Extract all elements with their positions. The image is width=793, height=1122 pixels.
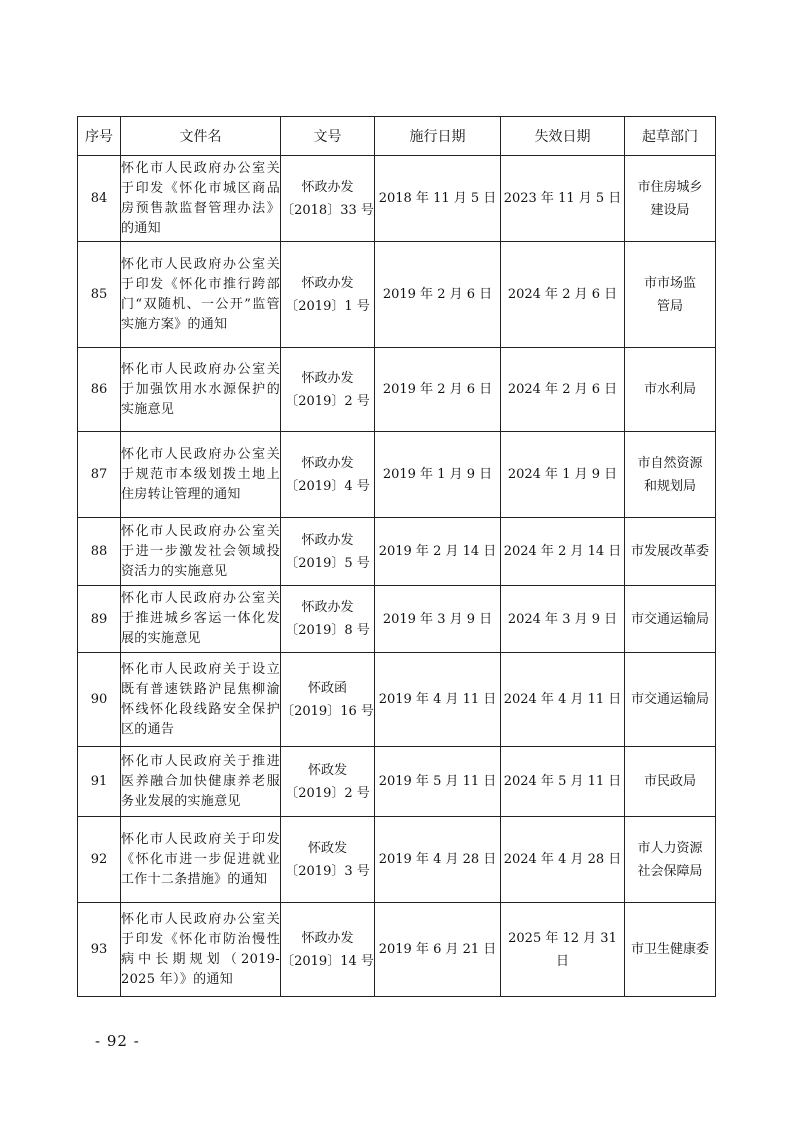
document-number-suffix: 〔2019〕14 号 bbox=[281, 953, 374, 969]
document-number-cell bbox=[281, 817, 375, 903]
document-name-cell: 怀化市人民政府办公室关于推进城乡客运一体化发展的实施意见 bbox=[121, 586, 281, 653]
effective-date-cell: 2019 年 4 月 28 日 bbox=[375, 817, 501, 903]
effective-date-cell: 2019 年 3 月 9 日 bbox=[375, 586, 501, 653]
serial-number-cell: 93 bbox=[78, 903, 121, 997]
document-name-cell: 怀化市人民政府关于印发《怀化市进一步促进就业工作十二条措施》的通知 bbox=[121, 817, 281, 903]
document-number-suffix: 〔2019〕1 号 bbox=[285, 298, 370, 314]
table-row bbox=[78, 586, 716, 653]
effective-date-cell: 2019 年 1 月 9 日 bbox=[375, 432, 501, 518]
drafting-department-cell bbox=[625, 242, 716, 348]
document-number-cell bbox=[281, 903, 375, 997]
document-number-cell bbox=[281, 432, 375, 518]
expiry-date-cell: 2024 年 2 月 6 日 bbox=[501, 348, 625, 432]
expiry-date-cell: 2025 年 12 月 31 日 bbox=[501, 903, 625, 997]
document-number-prefix: 怀政办发 bbox=[301, 370, 354, 386]
expiry-date-cell: 2024 年 1 月 9 日 bbox=[501, 432, 625, 518]
drafting-department-cell bbox=[625, 348, 716, 432]
document-number-prefix: 怀政发 bbox=[307, 840, 347, 856]
page-number: - 92 - bbox=[95, 1032, 140, 1050]
department-line-2: 管局 bbox=[656, 298, 683, 314]
policy-document-table bbox=[77, 116, 716, 997]
document-number-suffix: 〔2019〕2 号 bbox=[285, 393, 370, 409]
document-name-cell: 怀化市人民政府办公室关于进一步激发社会领域投资活力的实施意见 bbox=[121, 518, 281, 586]
table-row bbox=[78, 518, 716, 586]
drafting-department-cell bbox=[625, 432, 716, 518]
document-number-suffix: 〔2019〕2 号 bbox=[285, 785, 370, 801]
document-name-cell: 怀化市人民政府办公室关于加强饮用水水源保护的实施意见 bbox=[121, 348, 281, 432]
table-row bbox=[78, 653, 716, 747]
drafting-department-cell bbox=[625, 653, 716, 747]
expiry-date-cell: 2024 年 2 月 14 日 bbox=[501, 518, 625, 586]
document-number-cell bbox=[281, 156, 375, 242]
effective-date-cell: 2019 年 2 月 6 日 bbox=[375, 348, 501, 432]
document-name-cell: 怀化市人民政府办公室关于印发《怀化市城区商品房预售款监督管理办法》的通知 bbox=[121, 156, 281, 242]
document-number-suffix: 〔2018〕33 号 bbox=[281, 202, 374, 218]
department-line-1: 市民政局 bbox=[643, 774, 696, 789]
document-number-cell bbox=[281, 653, 375, 747]
header-serial-number: 序号 bbox=[78, 117, 121, 156]
header-expiry-date: 失效日期 bbox=[501, 117, 625, 156]
serial-number-cell: 89 bbox=[78, 586, 121, 653]
effective-date-cell: 2019 年 6 月 21 日 bbox=[375, 903, 501, 997]
serial-number-cell: 92 bbox=[78, 817, 121, 903]
department-line-2: 和规划局 bbox=[643, 478, 696, 494]
effective-date-cell: 2019 年 4 月 11 日 bbox=[375, 653, 501, 747]
header-effective-date: 施行日期 bbox=[375, 117, 501, 156]
serial-number-cell: 85 bbox=[78, 242, 121, 348]
document-name-cell: 怀化市人民政府关于推进医养融合加快健康养老服务业发展的实施意见 bbox=[121, 747, 281, 817]
header-document-number: 文号 bbox=[281, 117, 375, 156]
document-number-prefix: 怀政办发 bbox=[301, 275, 354, 291]
document-number-prefix: 怀政办发 bbox=[301, 455, 354, 471]
table-row bbox=[78, 903, 716, 997]
department-line-1: 市卫生健康委 bbox=[630, 942, 709, 957]
document-number-prefix: 怀政办发 bbox=[301, 532, 354, 548]
document-name-cell: 怀化市人民政府关于设立既有普速铁路沪昆焦柳渝怀线怀化段线路安全保护区的通告 bbox=[121, 653, 281, 747]
header-drafting-department: 起草部门 bbox=[625, 117, 716, 156]
expiry-date-cell: 2024 年 3 月 9 日 bbox=[501, 586, 625, 653]
drafting-department-cell bbox=[625, 586, 716, 653]
serial-number-cell: 91 bbox=[78, 747, 121, 817]
document-name-cell: 怀化市人民政府办公室关于规范市本级划拨土地上住房转让管理的通知 bbox=[121, 432, 281, 518]
serial-number-cell: 90 bbox=[78, 653, 121, 747]
document-number-cell bbox=[281, 518, 375, 586]
table-row bbox=[78, 348, 716, 432]
serial-number-cell: 84 bbox=[78, 156, 121, 242]
document-name-cell: 怀化市人民政府办公室关于印发《怀化市防治慢性病中长期规划（2019-2025 年）》的通知 bbox=[121, 903, 281, 997]
department-line-1: 市交通运输局 bbox=[630, 611, 709, 627]
document-name-cell: 怀化市人民政府办公室关于印发《怀化市推行跨部门“双随机、一公开”监管实施方案》的通知 bbox=[121, 242, 281, 348]
document-number-suffix: 〔2019〕8 号 bbox=[285, 623, 370, 638]
expiry-date-cell: 2024 年 4 月 28 日 bbox=[501, 817, 625, 903]
serial-number-cell: 86 bbox=[78, 348, 121, 432]
department-line-1: 市住房城乡 bbox=[637, 179, 703, 195]
department-line-1: 市人力资源 bbox=[637, 840, 703, 856]
expiry-date-cell: 2023 年 11 月 5 日 bbox=[501, 156, 625, 242]
effective-date-cell: 2019 年 2 月 6 日 bbox=[375, 242, 501, 348]
expiry-date-cell: 2024 年 2 月 6 日 bbox=[501, 242, 625, 348]
serial-number-cell: 87 bbox=[78, 432, 121, 518]
document-number-cell bbox=[281, 586, 375, 653]
effective-date-cell: 2018 年 11 月 5 日 bbox=[375, 156, 501, 242]
drafting-department-cell bbox=[625, 903, 716, 997]
document-number-suffix: 〔2019〕3 号 bbox=[285, 863, 370, 879]
effective-date-cell: 2019 年 2 月 14 日 bbox=[375, 518, 501, 586]
document-number-suffix: 〔2019〕16 号 bbox=[281, 703, 374, 719]
document-number-cell bbox=[281, 242, 375, 348]
table-row bbox=[78, 156, 716, 242]
department-line-2: 建设局 bbox=[650, 202, 690, 218]
effective-date-cell: 2019 年 5 月 11 日 bbox=[375, 747, 501, 817]
document-number-prefix: 怀政办发 bbox=[301, 179, 354, 195]
drafting-department-cell bbox=[625, 518, 716, 586]
document-number-prefix: 怀政办发 bbox=[301, 930, 354, 946]
department-line-1: 市自然资源 bbox=[637, 455, 703, 471]
expiry-date-cell: 2024 年 5 月 11 日 bbox=[501, 747, 625, 817]
department-line-1: 市发展改革委 bbox=[630, 544, 709, 559]
department-line-1: 市交通运输局 bbox=[630, 692, 709, 707]
table-header-row bbox=[78, 117, 716, 156]
table-row bbox=[78, 242, 716, 348]
document-number-prefix: 怀政办发 bbox=[301, 600, 354, 615]
department-line-1: 市水利局 bbox=[643, 382, 696, 397]
drafting-department-cell bbox=[625, 747, 716, 817]
document-number-suffix: 〔2019〕4 号 bbox=[285, 478, 370, 494]
document-number-prefix: 怀政发 bbox=[307, 762, 347, 778]
drafting-department-cell bbox=[625, 156, 716, 242]
drafting-department-cell bbox=[625, 817, 716, 903]
document-number-prefix: 怀政函 bbox=[307, 680, 347, 696]
expiry-date-cell: 2024 年 4 月 11 日 bbox=[501, 653, 625, 747]
table-row bbox=[78, 747, 716, 817]
department-line-1: 市市场监 bbox=[643, 275, 696, 291]
table-row bbox=[78, 817, 716, 903]
department-line-2: 社会保障局 bbox=[637, 863, 703, 879]
table-row bbox=[78, 432, 716, 518]
serial-number-cell: 88 bbox=[78, 518, 121, 586]
document-number-cell bbox=[281, 348, 375, 432]
header-document-name: 文件名 bbox=[121, 117, 281, 156]
document-number-suffix: 〔2019〕5 号 bbox=[285, 555, 370, 571]
document-number-cell bbox=[281, 747, 375, 817]
